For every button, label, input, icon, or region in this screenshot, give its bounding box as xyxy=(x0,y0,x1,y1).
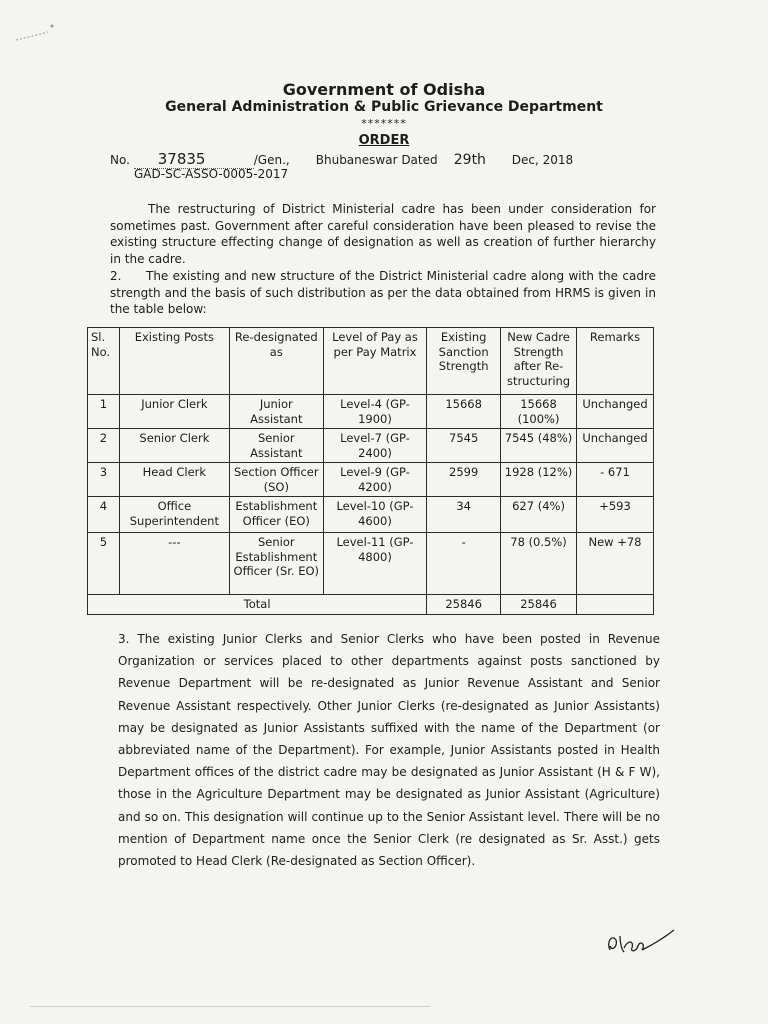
footer-rule xyxy=(30,1006,430,1007)
header-cell: Existing Posts xyxy=(119,328,229,395)
file-reference: GAD-SC-ASSO-0005-2017 xyxy=(134,167,289,181)
table-cell: Junior Clerk xyxy=(119,395,229,429)
table-cell: Level-11 (GP-4800) xyxy=(323,533,426,595)
no-label: No. xyxy=(110,153,130,167)
table-cell: 78 (0.5%) xyxy=(501,533,577,595)
table-row xyxy=(88,429,654,463)
table-cell: 1 xyxy=(88,395,120,429)
paragraph-2 xyxy=(110,268,656,318)
table-cell: Unchanged xyxy=(577,429,654,463)
table-cell: 7545 xyxy=(427,429,501,463)
table-cell: 1928 (12%) xyxy=(501,463,577,497)
table-cell: Head Clerk xyxy=(119,463,229,497)
table-row xyxy=(88,533,654,595)
header-cell: Level of Pay as per Pay Matrix xyxy=(323,328,426,395)
table-cell: Level-9 (GP-4200) xyxy=(323,463,426,497)
order-number: 37835 xyxy=(134,150,254,169)
header-cell: Sl. No. xyxy=(88,328,120,395)
table-cell: 15668 (100%) xyxy=(501,395,577,429)
total-new: 25846 xyxy=(501,595,577,615)
table-cell: Unchanged xyxy=(577,395,654,429)
table-cell: 7545 (48%) xyxy=(501,429,577,463)
order-day: 29th xyxy=(453,152,486,168)
paragraph-2-number: 2. xyxy=(110,269,122,283)
order-month-year: Dec, 2018 xyxy=(511,153,574,167)
signature-initials xyxy=(602,922,678,960)
table-header-row xyxy=(88,328,654,395)
place-dated: Bhubaneswar Dated xyxy=(315,153,438,167)
table-cell: Section Officer (SO) xyxy=(229,463,323,497)
table-cell: Senior Assistant xyxy=(229,429,323,463)
table-cell: 2 xyxy=(88,429,120,463)
table-row xyxy=(88,463,654,497)
table-cell: Level-10 (GP-4600) xyxy=(323,497,426,533)
paragraph-2-text: The existing and new structure of the District Ministerial cadre along with the cadre strength and the basis of such distribution as per the data obtained from HRMS is given in the table below: xyxy=(110,269,656,316)
table-cell: 5 xyxy=(88,533,120,595)
table-cell: Senior Establishment Officer (Sr. EO) xyxy=(229,533,323,595)
order-heading: ORDER xyxy=(358,133,410,148)
order-suffix: /Gen., xyxy=(253,153,290,167)
total-remarks xyxy=(577,595,654,615)
total-existing: 25846 xyxy=(427,595,501,615)
table-cell: 4 xyxy=(88,497,120,533)
total-label: Total xyxy=(88,595,427,615)
table-cell: 15668 xyxy=(427,395,501,429)
header-cell: Re-designated as xyxy=(229,328,323,395)
table-cell: 34 xyxy=(427,497,501,533)
stars-divider: ******* xyxy=(361,117,407,130)
table-row xyxy=(88,497,654,533)
table-cell: --- xyxy=(119,533,229,595)
table-cell: Establishment Officer (EO) xyxy=(229,497,323,533)
table-cell: Junior Assistant xyxy=(229,395,323,429)
table-cell: Senior Clerk xyxy=(119,429,229,463)
table-cell: Level-4 (GP-1900) xyxy=(323,395,426,429)
table-cell: - xyxy=(427,533,501,595)
table-cell: - 671 xyxy=(577,463,654,497)
pencil-mark-icon xyxy=(14,22,64,46)
header-cell: New Cadre Strength after Re-structuring xyxy=(501,328,577,395)
department-title: General Administration & Public Grievance Department xyxy=(165,99,603,115)
paragraph-1: The restructuring of District Ministerial cadre has been under consideration for sometimes past. Government after careful consideration have been pleased to revise the existing structure effecting change of designation as well as creation of further hierarchy in the cadre. xyxy=(110,202,656,266)
cadre-table xyxy=(87,327,654,615)
table-total-row xyxy=(88,595,654,615)
header-cell: Remarks xyxy=(577,328,654,395)
table-cell: +593 xyxy=(577,497,654,533)
header-cell: Existing Sanction Strength xyxy=(427,328,501,395)
government-title: Government of Odisha xyxy=(282,80,486,99)
table-cell: New +78 xyxy=(577,533,654,595)
table-cell: 627 (4%) xyxy=(501,497,577,533)
table-cell: Office Superintendent xyxy=(119,497,229,533)
table-row xyxy=(88,395,654,429)
paragraph-3: 3. The existing Junior Clerks and Senior Clerks who have been posted in Revenue Organization or services placed to other departments against posts sanctioned by Revenue Department will be re-designated as Junior Revenue Assistant and Senior Revenue Assistant respectively. Other Junior Clerks (re-designated as Junior Assistants) may be designated as Junior Assistants suffixed with the name of the Department (or abbreviated name of the Department). For example, Junior Assistants posted in Health Department offices of the district cadre may be designated as Junior Assistant (H & F W), those in the Agriculture Department may be designated as Junior Assistant (Agriculture) and so on. This designation will continue up to the Senior Assistant level. There will be no mention of Department name once the Senior Clerk (re designated as Sr. Asst.) gets promoted to Head Clerk (Re-designated as Section Officer). xyxy=(118,632,660,869)
table-cell: Level-7 (GP-2400) xyxy=(323,429,426,463)
table-cell: 2599 xyxy=(427,463,501,497)
table-cell: 3 xyxy=(88,463,120,497)
